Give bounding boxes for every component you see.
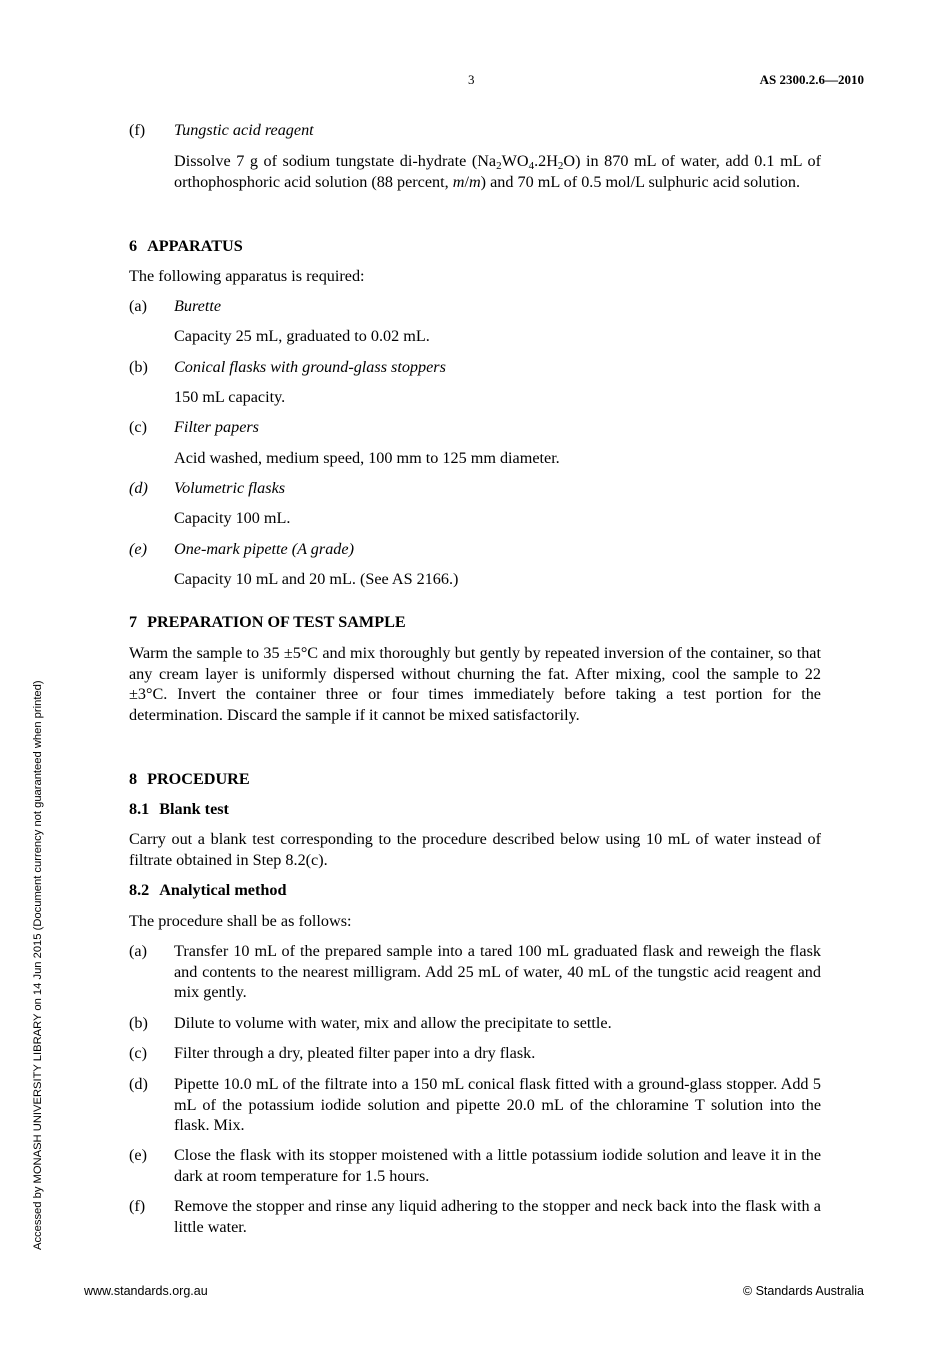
reagent-f-title: Tungstic acid reagent	[174, 121, 314, 139]
apparatus-item-text: Capacity 25 mL, graduated to 0.02 mL.	[174, 327, 430, 345]
apparatus-item-label: (a)	[129, 297, 147, 315]
procedure-step-text: Filter through a dry, pleated filter paper into a dry flask.	[174, 1044, 536, 1062]
apparatus-item-title: Burette	[174, 297, 222, 315]
footer-website: www.standards.org.au	[84, 1284, 208, 1298]
footer-copyright: © Standards Australia	[742, 1284, 864, 1298]
procedure-step-label: (e)	[129, 1146, 147, 1164]
procedure-step-text: Close the flask with its stopper moistened with a little potassium iodide solution and leave it in the dark at room temperature for 1.5 hours.	[174, 1146, 821, 1185]
procedure-step-text: Pipette 10.0 mL of the filtrate into a 150 mL conical flask fitted with a ground-glass stopper. Add 5 mL of the potassium iodide solution and pipette 20.0 mL of the chloramine T solution into the flask. Mix.	[174, 1075, 821, 1135]
procedure-step-label: (b)	[129, 1014, 148, 1032]
apparatus-item-label: (b)	[129, 358, 148, 376]
apparatus-item-text: Acid washed, medium speed, 100 mm to 125 mm diameter.	[174, 449, 560, 467]
apparatus-item-label: (e)	[129, 540, 147, 558]
method-intro: The procedure shall be as follows:	[129, 912, 352, 930]
page-number: 3	[468, 72, 475, 87]
reagent-f-label: (f)	[129, 121, 146, 139]
access-watermark: Accessed by MONASH UNIVERSITY LIBRARY on 14 Jun 2015 (Document currency not guaranteed when printed)	[32, 680, 44, 1250]
apparatus-item-title: Filter papers	[174, 418, 259, 436]
apparatus-item-text: Capacity 100 mL.	[174, 509, 291, 527]
clause-8-1-heading: 8.1 Blank test	[129, 800, 229, 818]
section-6-heading: 6 APPARATUS	[129, 237, 243, 255]
apparatus-intro: The following apparatus is required:	[129, 267, 365, 285]
apparatus-item-label: (d)	[129, 479, 148, 497]
standard-designation: AS 2300.2.6—2010	[759, 72, 864, 87]
procedure-step-text: Dilute to volume with water, mix and allow the precipitate to settle.	[174, 1014, 612, 1032]
procedure-step-label: (a)	[129, 942, 147, 960]
procedure-step-label: (f)	[129, 1197, 146, 1215]
section-7-heading: 7 PREPARATION OF TEST SAMPLE	[129, 613, 406, 631]
procedure-step-text: Transfer 10 mL of the prepared sample into a tared 100 mL graduated flask and reweigh the flask and contents to the nearest milligram. Add 25 mL of water, 40 mL of the tungstic acid reagent and mix gently.	[174, 942, 821, 1002]
section-8-heading: 8 PROCEDURE	[129, 770, 250, 788]
procedure-step-label: (c)	[129, 1044, 147, 1062]
apparatus-item-title: Conical flasks with ground-glass stoppers	[174, 358, 446, 376]
apparatus-item-label: (c)	[129, 418, 147, 436]
apparatus-item-title: Volumetric flasks	[174, 479, 286, 497]
reagent-f-text: Dissolve 7 g of sodium tungstate di-hydrate $(Na_2WO_4.2H_2O)$ in 870 mL of water, add 0.1 mL of orthophosphoric acid solution (88 percent, m/m) and 70 mL of 0.5 mol/L sulphuric acid solution.	[174, 152, 821, 191]
procedure-step-label: (d)	[129, 1075, 148, 1093]
apparatus-item-text: 150 mL capacity.	[174, 388, 286, 406]
clause-8-2-heading: 8.2 Analytical method	[129, 881, 287, 899]
apparatus-item-text: Capacity 10 mL and 20 mL. (See AS 2166.)	[174, 570, 459, 588]
preparation-text: Warm the sample to 35 ±5°C and mix thoroughly but gently by repeated inversion of the container, so that any cream layer is uniformly dispersed without churning the fat. After mixing, cool the sample to 22 ±3°C. Invert the container three or four times immediately before taking a test portion for the determination. Discard the sample if it cannot be mixed satisfactorily.	[129, 644, 821, 724]
apparatus-item-title: One-mark pipette (A grade)	[174, 540, 354, 558]
procedure-step-text: Remove the stopper and rinse any liquid adhering to the stopper and neck back into the flask with a little water.	[174, 1197, 821, 1236]
blank-test-text: Carry out a blank test corresponding to the procedure described below using 10 mL of water instead of filtrate obtained in Step 8.2(c).	[129, 830, 821, 869]
